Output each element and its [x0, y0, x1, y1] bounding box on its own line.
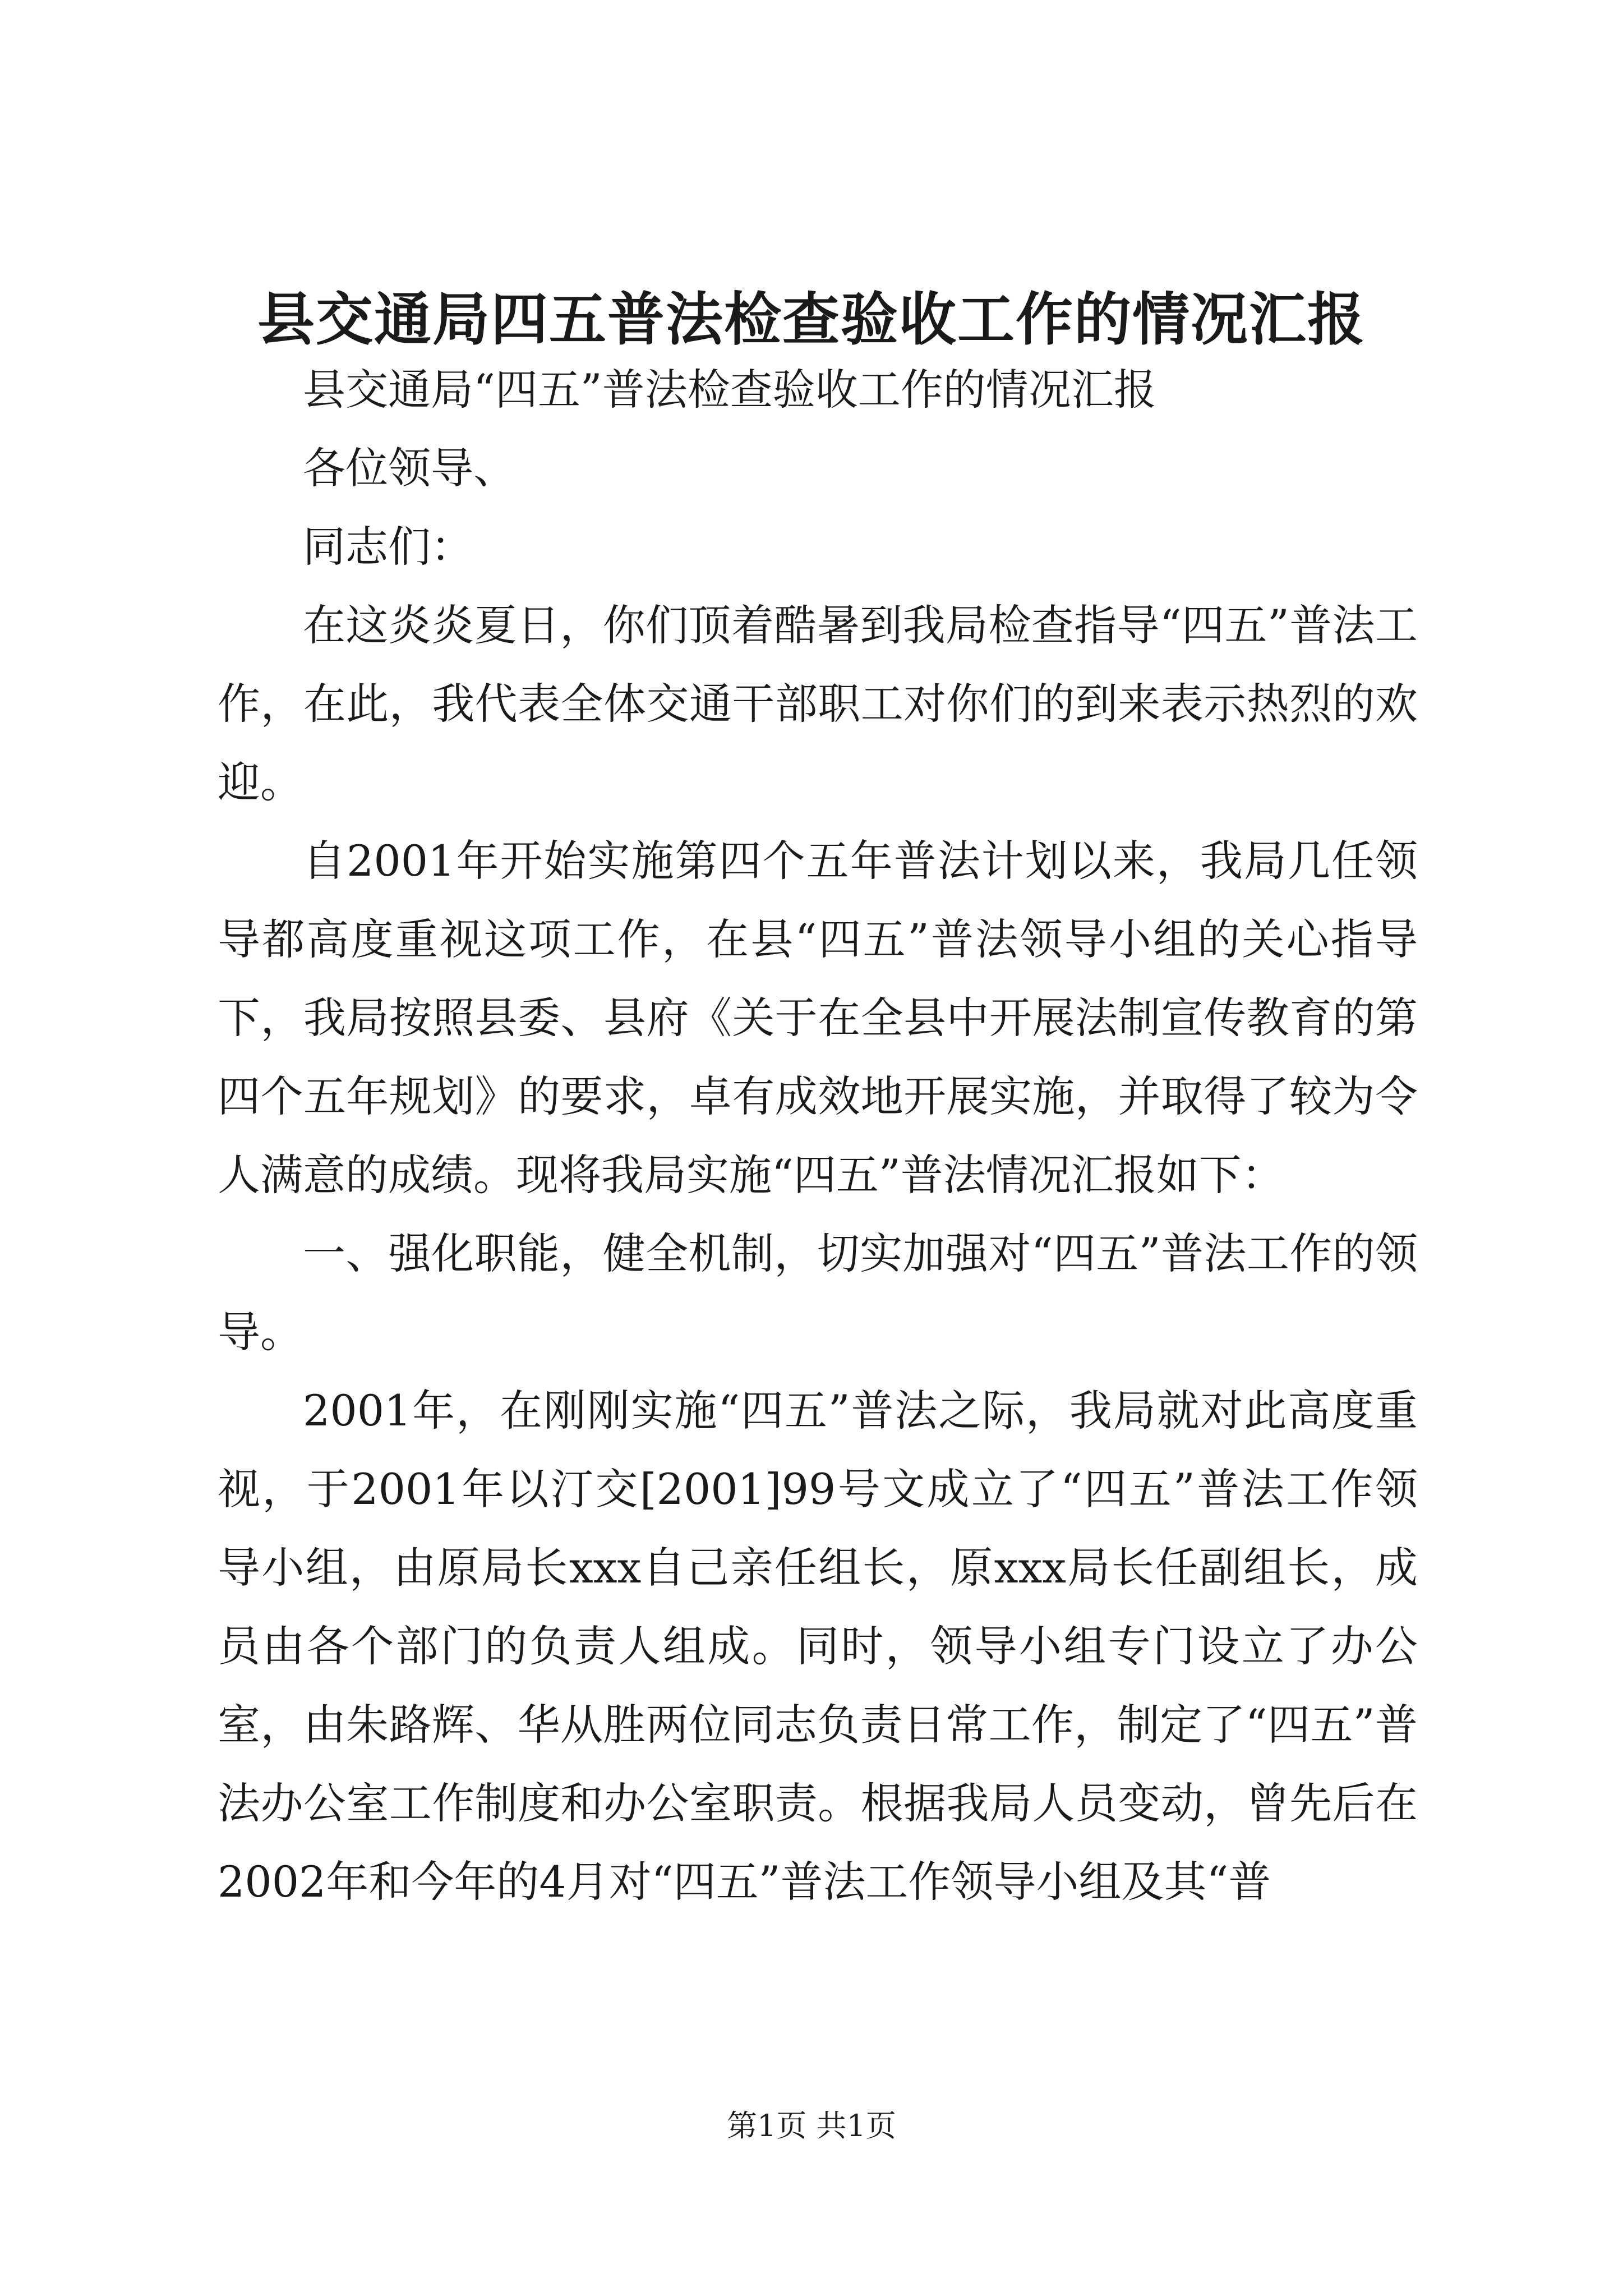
welcome-paragraph: 在这炎炎夏日，你们顶着酷暑到我局检查指导“四五”普法工作，在此，我代表全体交通干部职工对你们的到来表示热烈的欢迎。: [218, 600, 1418, 807]
salutation-line-2: 同志们：: [303, 522, 473, 572]
intro-paragraph: 自2001年开始实施第四个五年普法计划以来，我局几任领导都高度重视这项工作，在县“四五”普法领导小组的关心指导下，我局按照县委、县府《关于在全县中开展法制宣传教育的第四个五年规划》的要求，卓有成效地开展实施，并取得了较为令人满意的成绩。现将我局实施“四五”普法情况汇报如下：: [218, 836, 1418, 1200]
section-heading-1: 一、强化职能，健全机制，切实加强对“四五”普法工作的领导。: [218, 1228, 1418, 1357]
section-1-paragraph: 2001年，在刚刚实施“四五”普法之际，我局就对此高度重视，于2001年以汀交[2001]99号文成立了“四五”普法工作领导小组，由原局长xxx自己亲任组长，原xxx局长任副组长，成员由各个部门的负责人组成。同时，领导小组专门设立了办公室，由朱路辉、华从胜两位同志负责日常工作，制定了“四五”普法办公室工作制度和办公室职责。根据我局人员变动，曾先后在2002年和今年的4月对“四五”普法工作领导小组及其“普: [218, 1386, 1418, 1907]
subtitle-paragraph: 县交通局“四五”普法检查验收工作的情况汇报: [303, 365, 1156, 415]
page-number-footer: 第1页 共1页: [727, 2108, 896, 2143]
document-title: 县交通局四五普法检查验收工作的情况汇报: [257, 286, 1366, 353]
document-body: [218, 351, 1418, 1921]
salutation-line-1: 各位领导、: [303, 443, 516, 493]
